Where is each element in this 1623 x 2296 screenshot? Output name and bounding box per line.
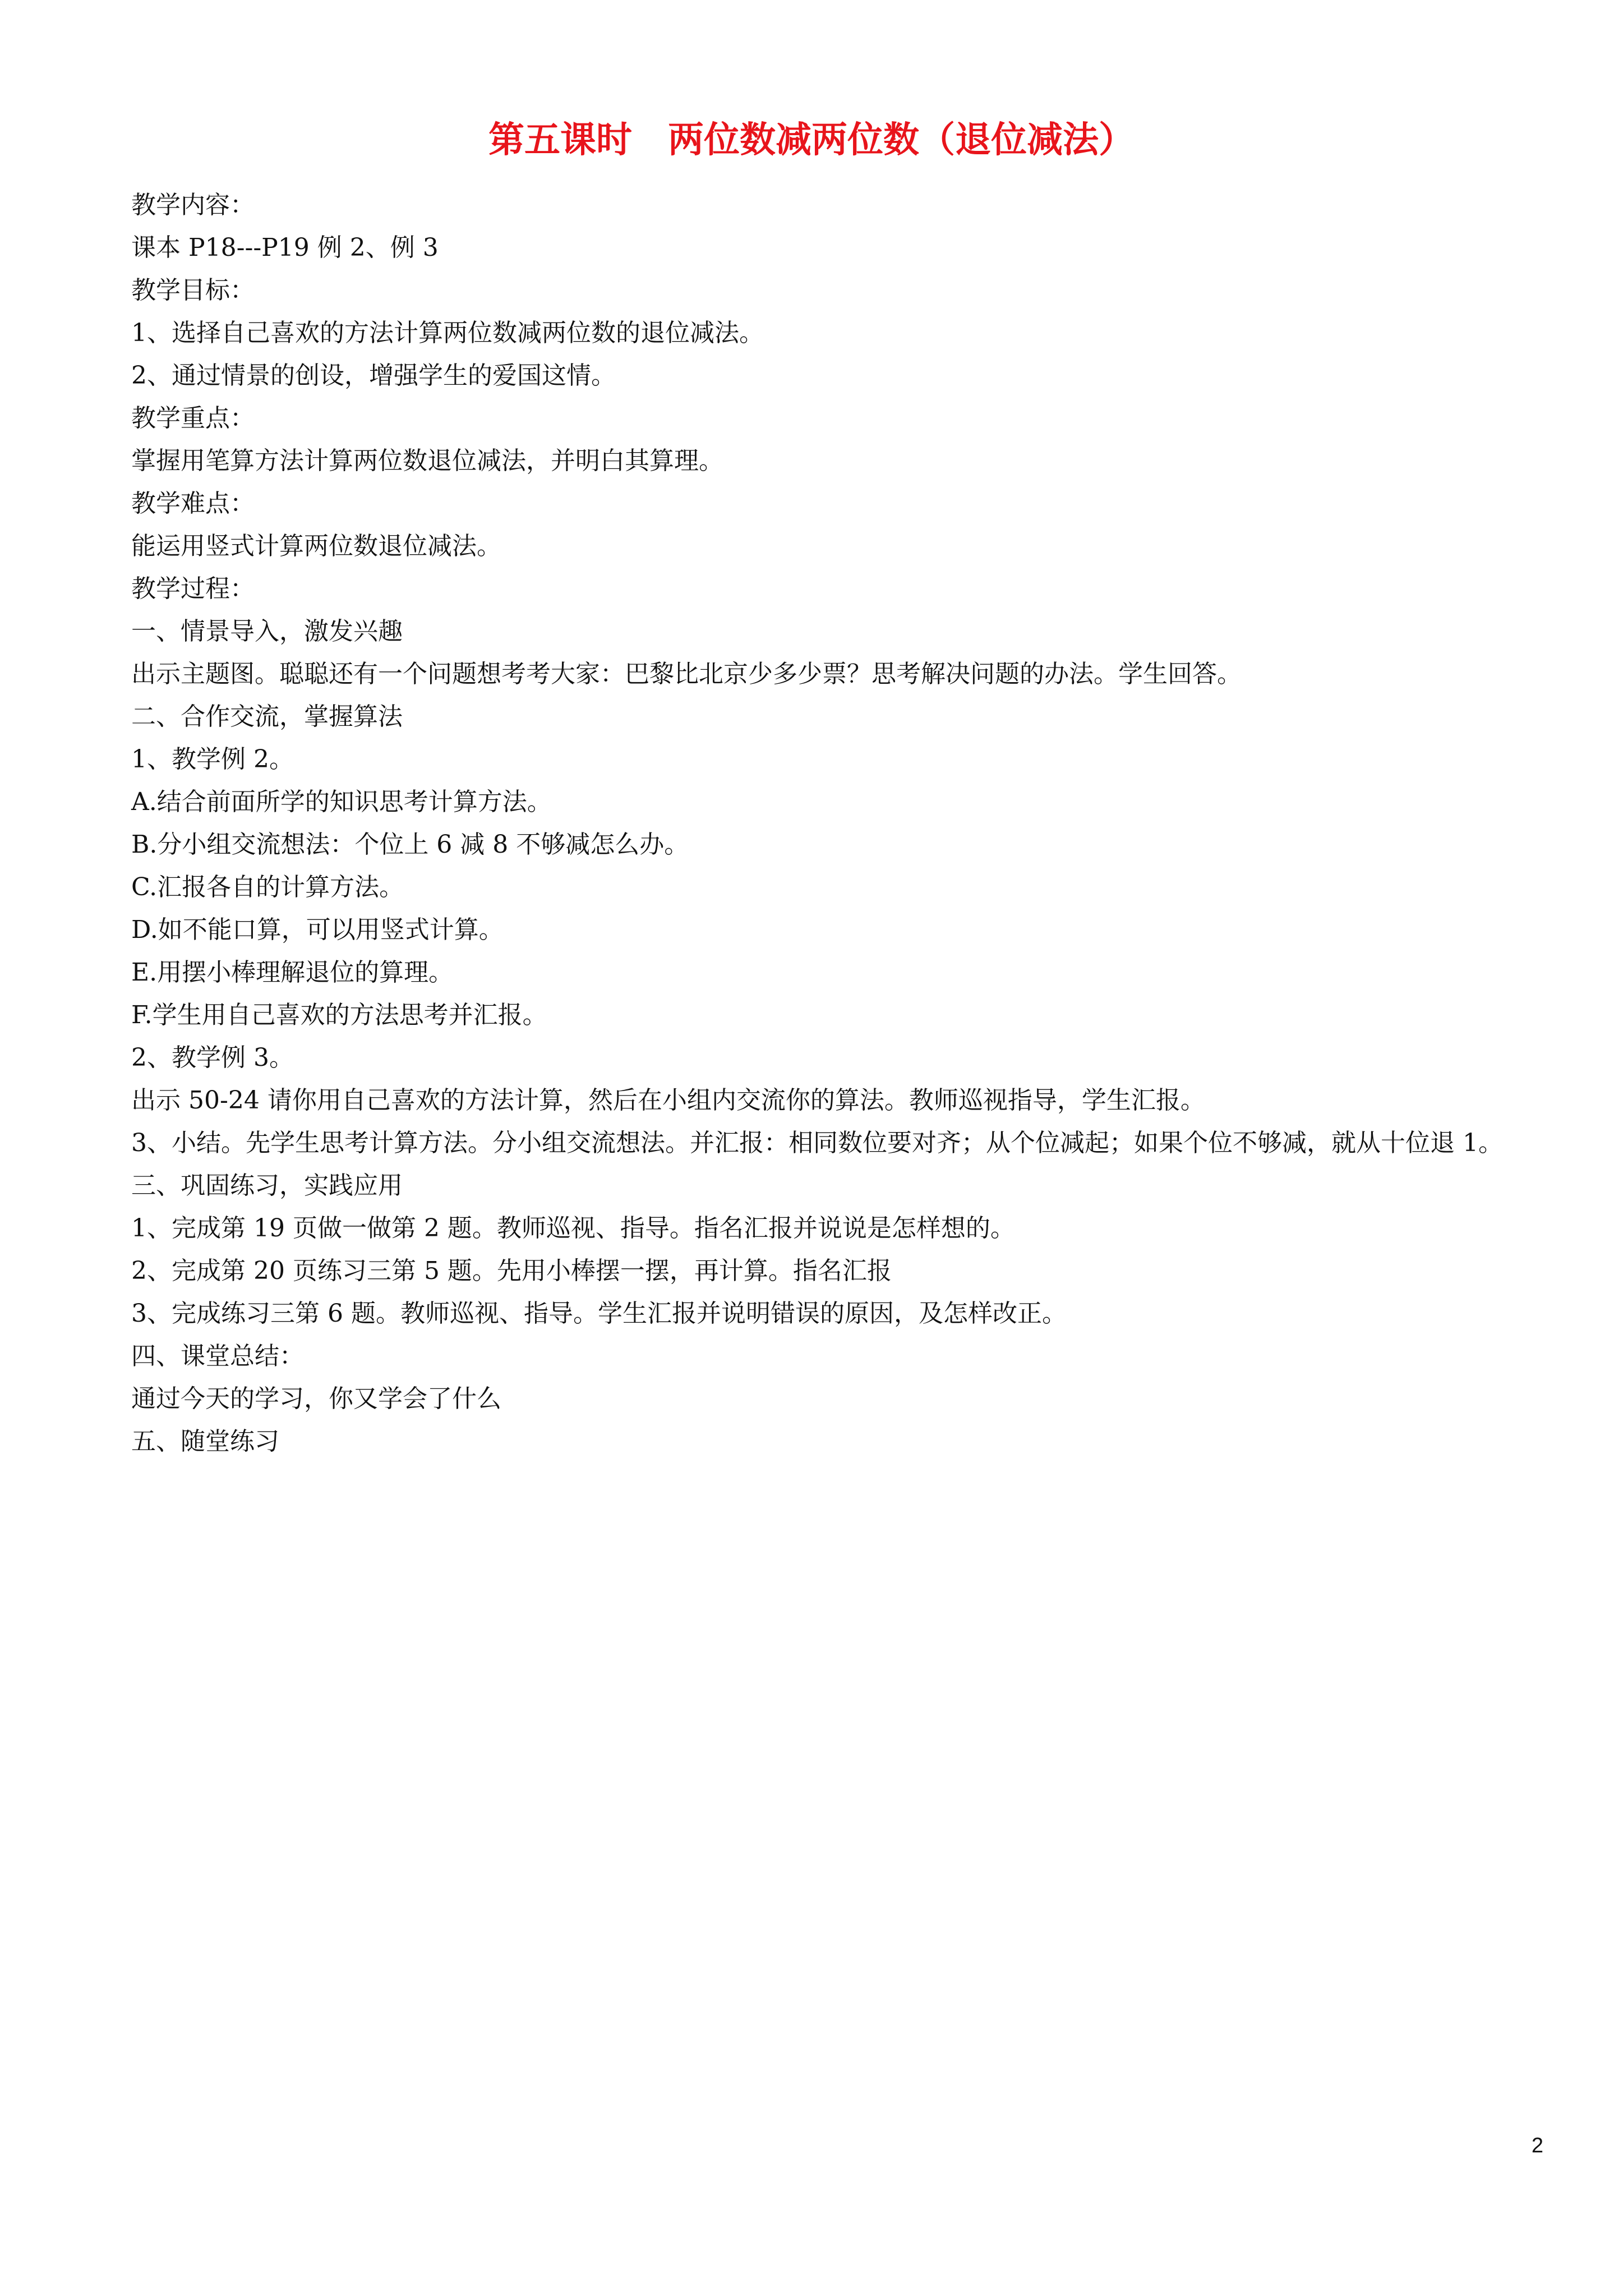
text-line: 2、通过情景的创设，增强学生的爱国这情。 <box>131 361 616 390</box>
text-line: 3、完成练习三第 6 题。教师巡视、指导。学生汇报并说明错误的原因，及怎样改正。 <box>131 1299 1067 1328</box>
text-line: 二、合作交流，掌握算法 <box>131 702 403 731</box>
text-line: 教学重点： <box>131 404 255 432</box>
text-line: 四、课堂总结： <box>131 1342 304 1370</box>
text-line: 三、巩固练习，实践应用 <box>131 1171 403 1200</box>
text-line: 教学目标： <box>131 276 255 305</box>
text-line: 通过今天的学习，你又学会了什么 <box>131 1384 501 1413</box>
text-line: 1、选择自己喜欢的方法计算两位数减两位数的退位减法。 <box>131 319 764 347</box>
text-line: 2、教学例 3。 <box>131 1043 294 1072</box>
text-line: D.如不能口算，可以用竖式计算。 <box>131 915 504 944</box>
text-line: 教学过程： <box>131 574 255 603</box>
text-line: 出示主题图。聪聪还有一个问题想考考大家：巴黎比北京少多少票？思考解决问题的办法。学生回答。 <box>131 660 1242 688</box>
text-line: 出示 50-24 请你用自己喜欢的方法计算，然后在小组内交流你的算法。教师巡视指导，学生汇报。 <box>131 1086 1205 1115</box>
text-line: C.汇报各自的计算方法。 <box>131 873 404 901</box>
text-line: A.结合前面所学的知识思考计算方法。 <box>131 788 552 816</box>
text-line: E.用摆小棒理解退位的算理。 <box>131 958 454 987</box>
lesson-body <box>77 184 1552 1463</box>
text-line: 一、情景导入，激发兴趣 <box>131 617 403 646</box>
text-line: 1、完成第 19 页做一做第 2 题。教师巡视、指导。指名汇报并说说是怎样想的。 <box>131 1214 1015 1243</box>
text-line: B.分小组交流想法：个位上 6 减 8 不够减怎么办。 <box>131 830 689 859</box>
page-number: 2 <box>1531 2134 1543 2157</box>
text-line: 1、教学例 2。 <box>131 745 294 774</box>
text-line: F.学生用自己喜欢的方法思考并汇报。 <box>131 1001 547 1029</box>
text-line: 课本 P18---P19 例 2、例 3 <box>131 233 439 262</box>
text-line: 掌握用笔算方法计算两位数退位减法，并明白其算理。 <box>131 447 723 475</box>
text-line: 教学难点： <box>131 489 255 518</box>
text-line: 五、随堂练习 <box>131 1427 279 1456</box>
text-paragraph: 3、小结。先学生思考计算方法。分小组交流想法。并汇报：相同数位要对齐；从个位减起；如果个位不够减，就从十位退 1。 <box>131 1129 1503 1157</box>
lesson-title: 第五课时 两位数减两位数（退位减法） <box>488 119 1135 161</box>
text-line: 能运用竖式计算两位数退位减法。 <box>131 532 501 560</box>
text-line: 教学内容： <box>131 191 255 219</box>
text-line: 2、完成第 20 页练习三第 5 题。先用小棒摆一摆，再计算。指名汇报 <box>131 1257 892 1285</box>
